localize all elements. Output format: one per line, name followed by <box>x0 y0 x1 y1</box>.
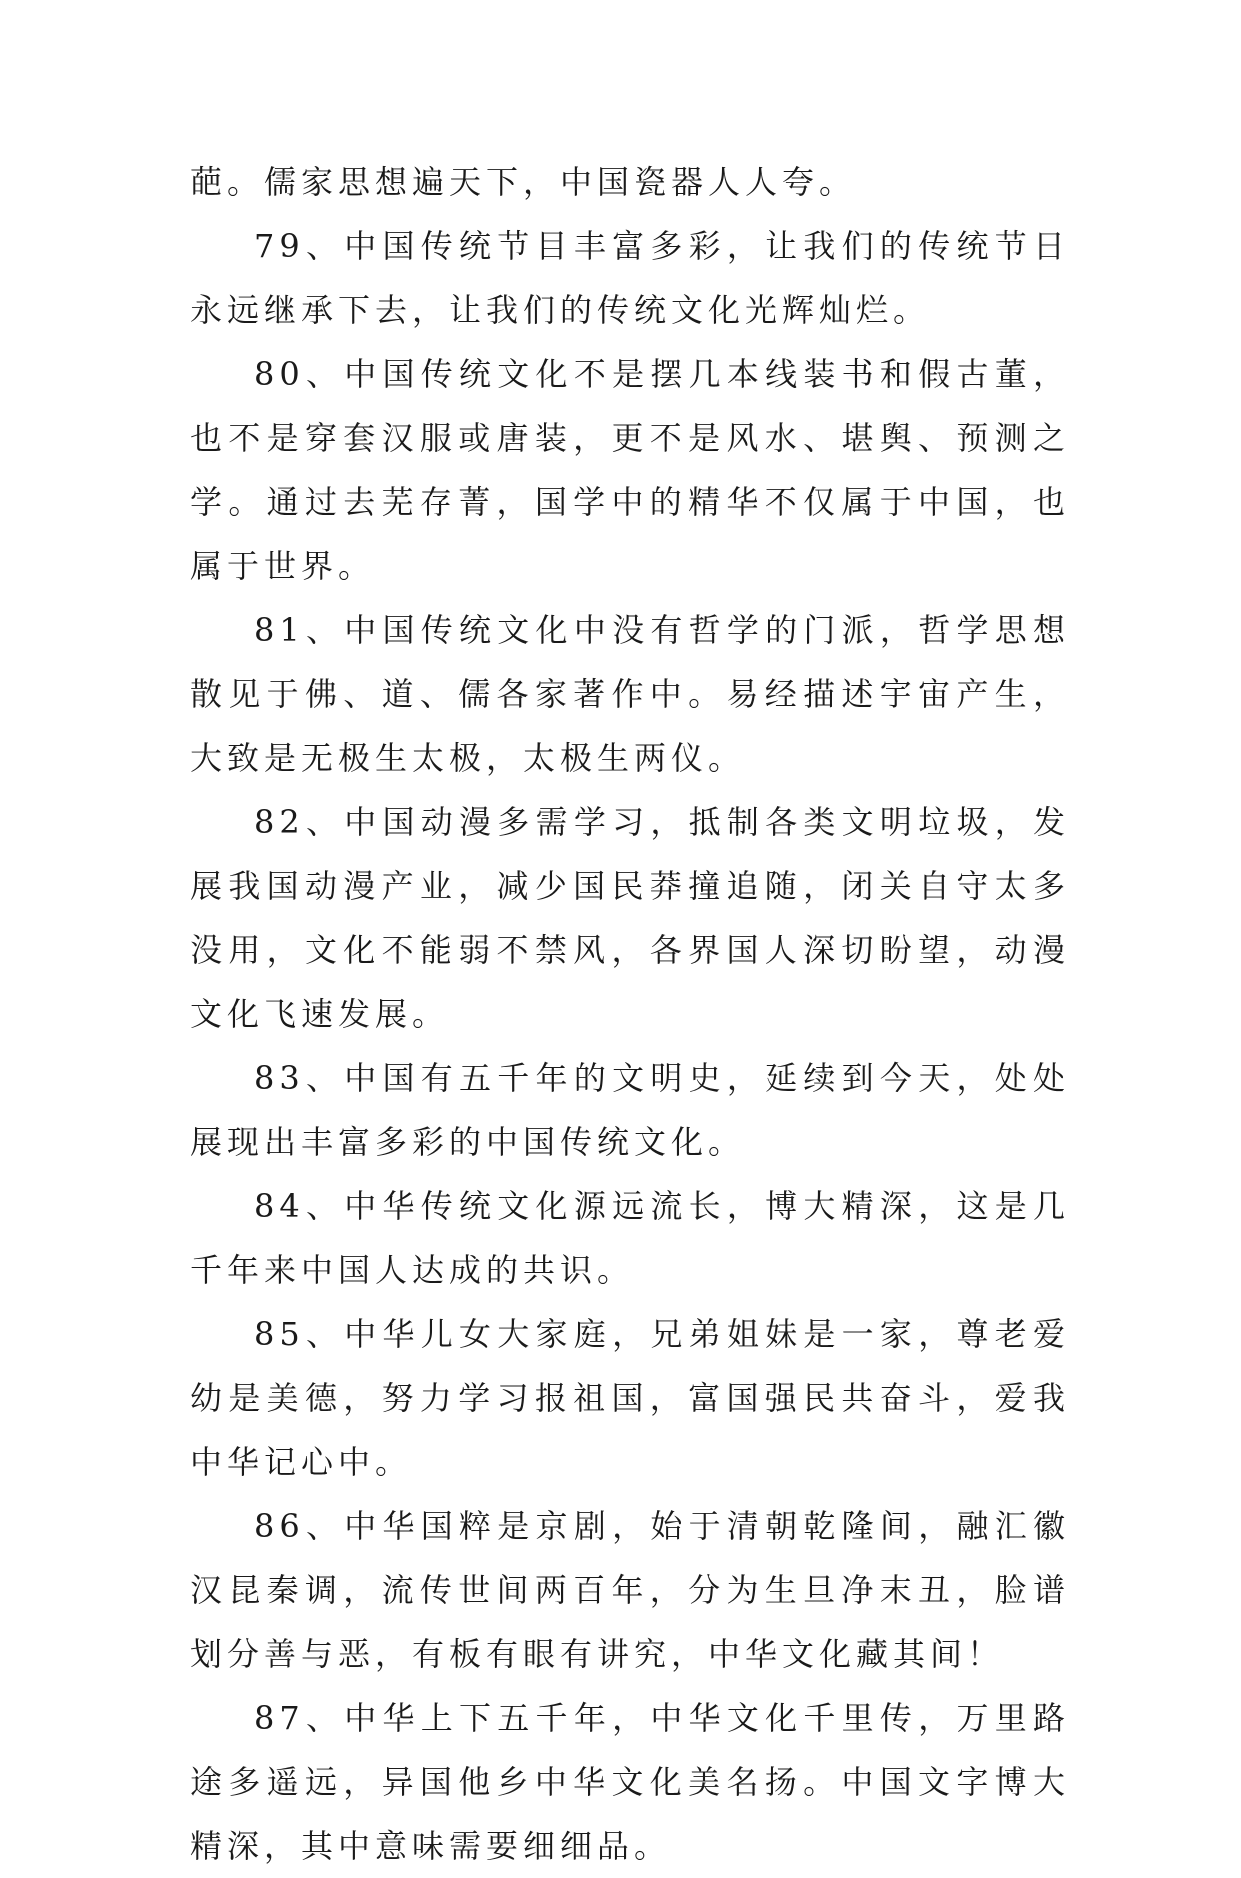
paragraph: 80、中国传统文化不是摆几本线装书和假古董，也不是穿套汉服或唐装，更不是风水、堪舆、预测之学。通过去芜存菁，国学中的精华不仅属于中国，也属于世界。 <box>190 355 1070 585</box>
paragraph: 79、中国传统节目丰富多彩，让我们的传统节日永远继承下去，让我们的传统文化光辉灿烂。 <box>190 227 1070 329</box>
paragraph: 86、中华国粹是京剧，始于清朝乾隆间，融汇徽汉昆秦调，流传世间两百年，分为生旦净末丑，脸谱划分善与恶，有板有眼有讲究，中华文化藏其间！ <box>190 1507 1070 1673</box>
paragraph: 83、中国有五千年的文明史，延续到今天，处处展现出丰富多彩的中国传统文化。 <box>190 1059 1070 1161</box>
paragraph: 82、中国动漫多需学习，抵制各类文明垃圾，发展我国动漫产业，减少国民莽撞追随，闭关自守太多没用，文化不能弱不禁风，各界国人深切盼望，动漫文化飞速发展。 <box>190 803 1070 1033</box>
paragraph: 87、中华上下五千年，中华文化千里传，万里路途多遥远，异国他乡中华文化美名扬。中国文字博大精深，其中意味需要细细品。 <box>190 1699 1070 1865</box>
paragraph: 葩。儒家思想遍天下，中国瓷器人人夸。 <box>190 163 857 201</box>
paragraph: 85、中华儿女大家庭，兄弟姐妹是一家，尊老爱幼是美德，努力学习报祖国，富国强民共奋斗，爱我中华记心中。 <box>190 1315 1070 1481</box>
document-body <box>190 150 1070 1878</box>
paragraph: 81、中国传统文化中没有哲学的门派，哲学思想散见于佛、道、儒各家著作中。易经描述宇宙产生，大致是无极生太极，太极生两仪。 <box>190 611 1070 777</box>
paragraph: 84、中华传统文化源远流长，博大精深，这是几千年来中国人达成的共识。 <box>190 1187 1070 1289</box>
